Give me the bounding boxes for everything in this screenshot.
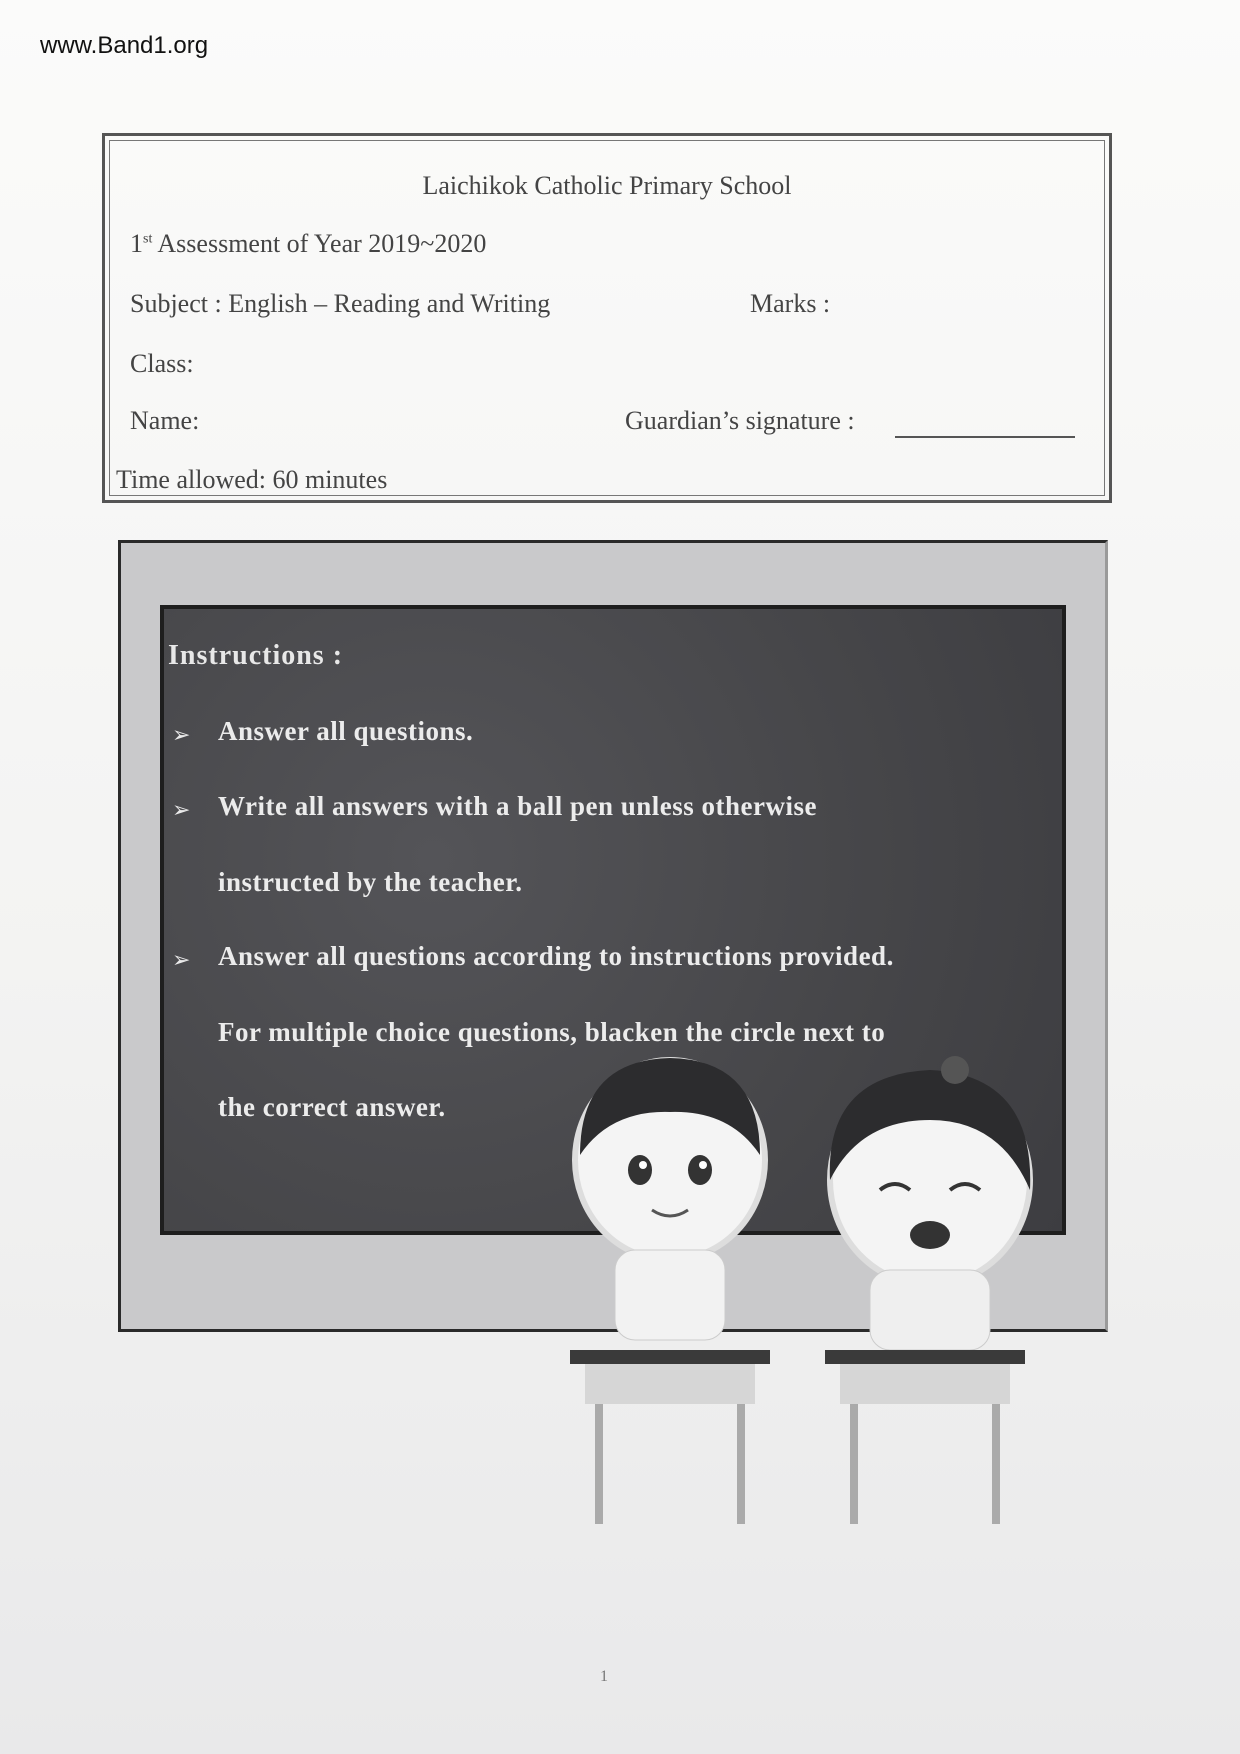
assessment-title [130,229,486,259]
assessment-text: Assessment of Year 2019~2020 [152,229,487,258]
boy-figure [575,1058,765,1340]
instruction-line: instructed by the teacher. [218,867,523,897]
instruction-line: Answer all questions according to instructions provided. [218,941,894,971]
guardian-signature-label: Guardian’s signature : [625,406,855,435]
time-allowed: Time allowed: 60 minutes [116,465,388,494]
instruction-line: Write all answers with a ball pen unless otherwise [218,791,818,821]
class-label: Class: [130,349,194,378]
instruction-line: Answer all questions. [218,716,474,746]
girl-figure [830,1056,1030,1350]
assessment-ordinal-suffix: st [143,231,153,247]
assessment-number: 1 [130,229,143,258]
name-label: Name: [130,406,200,435]
signature-line [895,436,1075,438]
bullet-arrow-icon: ➢ [172,797,191,822]
bullet-arrow-icon: ➢ [172,947,191,972]
marks-label: Marks : [750,289,831,318]
exam-header-box [102,133,1112,503]
subject-label: Subject : English – Reading and Writing [130,289,551,318]
header-inner-border [109,140,1105,496]
watermark-url: www.Band1.org [40,32,209,59]
children-at-desks-illustration [560,1050,1120,1590]
instructions-title: Instructions : [168,640,344,671]
bullet-arrow-icon: ➢ [172,722,191,747]
instruction-line: For multiple choice questions, blacken the circle next to [218,1017,886,1047]
page-number: 1 [600,1668,608,1685]
instruction-line: the correct answer. [218,1092,446,1122]
desks [570,1350,1025,1524]
school-name: Laichikok Catholic Primary School [422,171,792,200]
